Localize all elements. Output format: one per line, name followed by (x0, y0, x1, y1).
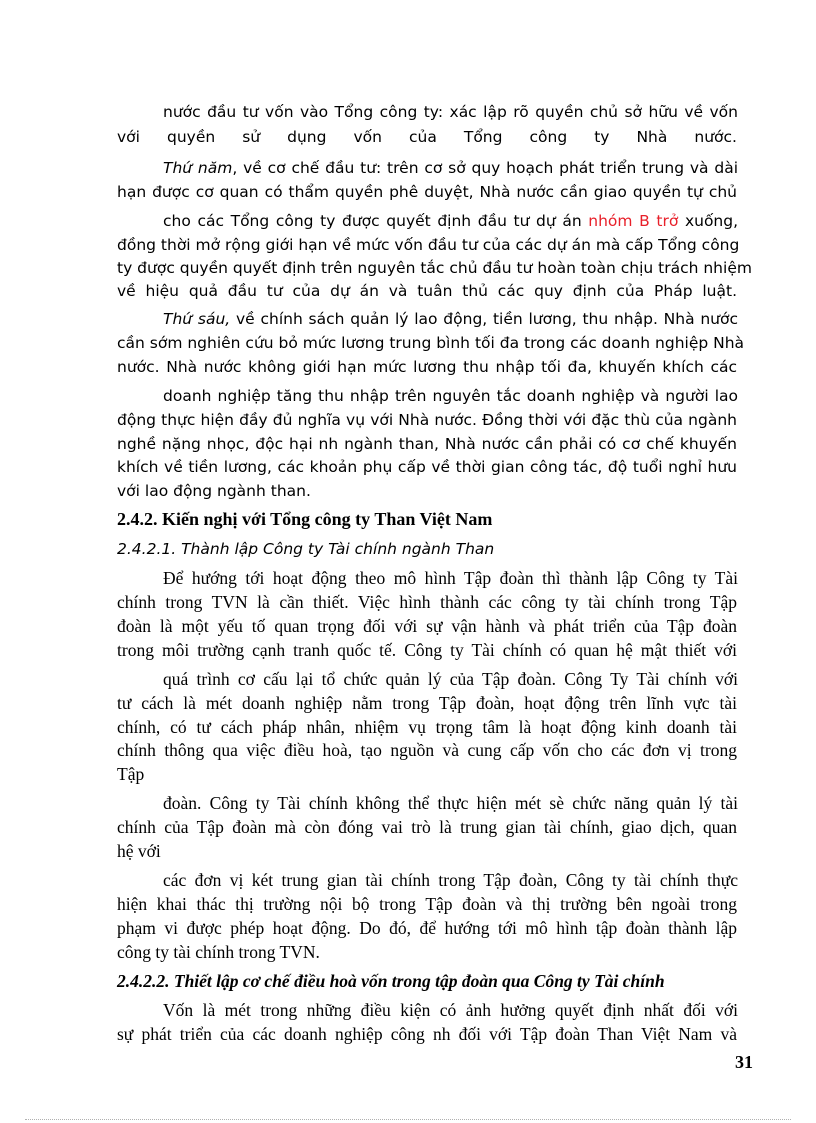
text-run: cho các Tổng công ty được quyết định đầu tư dự án (163, 212, 589, 230)
text-line: sự phát triển của các doanh nghiệp công nh đối với Tập đoàn Than Việt Nam và (117, 1024, 737, 1044)
italic-lead: Thứ năm (163, 159, 233, 177)
text-line: với quyền sử dụng vốn của Tổng công ty Nhà nước. (117, 128, 737, 146)
text-line (163, 156, 738, 180)
text-line: cần sớm nghiên cứu bỏ mức lương trung bình tối đa trong các doanh nghiệp Nhà (117, 334, 745, 352)
text-line: khích về tiền lương, các khoản phụ cấp về thời gian công tác, độ tuổi nghỉ hưu (117, 458, 737, 476)
text-run: , về cơ chế đầu tư: trên cơ sở quy hoạch phát triển trung và dài (232, 159, 738, 177)
text-line: hạn được cơ quan có thẩm quyền phê duyệt, Nhà nước cần giao quyền tự chủ (117, 183, 737, 201)
text-line: Để hướng tới hoạt động theo mô hình Tập đoàn thì thành lập Công ty Tài (163, 568, 738, 588)
text-line (163, 209, 738, 233)
text-line: hệ với (117, 841, 161, 861)
text-line: doanh nghiệp tăng thu nhập trên nguyên tắc doanh nghiệp và người lao (163, 387, 738, 405)
text-line (163, 307, 738, 331)
text-line: tư cách là mét doanh nghiệp nằm trong Tập đoàn, hoạt động trên lĩnh vực tài (117, 693, 737, 713)
text-run: xuống, (678, 212, 739, 230)
highlighted-text: nhóm B trở (588, 212, 679, 230)
text-line: đoàn là một yếu tố quan trọng đối với sự vận hành và phát triển của Tập đoàn (117, 616, 737, 636)
text-line: quá trình cơ cấu lại tổ chức quản lý của Tập đoàn. Công Ty Tài chính với (163, 669, 738, 689)
text-line: nước. Nhà nước không giới hạn mức lương thu nhập tối đa, khuyến khích các (117, 358, 737, 376)
subsection-heading: 2.4.2.1. Thành lập Công ty Tài chính ngành Than (117, 540, 495, 558)
page-bottom-divider (25, 1119, 791, 1120)
section-heading: 2.4.2. Kiến nghị với Tổng công ty Than Việt Nam (117, 509, 493, 529)
text-line: về hiệu quả đầu tư của dự án và tuân thủ các quy định của Pháp luật. (117, 282, 737, 300)
text-line: động thực hiện đầy đủ nghĩa vụ với Nhà nước. Đồng thời với đặc thù của ngành (117, 411, 737, 429)
text-line: đoàn. Công ty Tài chính không thể thực hiện mét sè chức năng quản lý tài (163, 793, 738, 813)
text-run: về chính sách quản lý lao động, tiền lương, thu nhập. Nhà nước (230, 310, 738, 328)
text-line: chính của Tập đoàn mà còn đóng vai trò là trung gian tài chính, giao dịch, quan (117, 817, 737, 837)
text-line: phạm vi được phép hoạt động. Do đó, để hướng tới mô hình tập đoàn thành lập (117, 918, 737, 938)
subsection-heading: 2.4.2.2. Thiết lập cơ chế điều hoà vốn trong tập đoàn qua Công ty Tài chính (117, 971, 665, 991)
text-line: nước đầu tư vốn vào Tổng công ty: xác lập rõ quyền chủ sở hữu về vốn (163, 103, 738, 121)
text-line: chính, có tư cách pháp nhân, nhiệm vụ trọng tâm là hoạt động kinh doanh tài (117, 717, 737, 737)
italic-lead: Thứ sáu, (163, 310, 231, 328)
text-line: ty được quyền quyết định trên nguyên tắc chủ đầu tư hoàn toàn chịu trách nhiệm (117, 259, 752, 277)
text-line: chính trong TVN là cần thiết. Việc hình thành các công ty tài chính trong Tập (117, 592, 737, 612)
text-line: đồng thời mở rộng giới hạn về mức vốn đầu tư của các dự án mà cấp Tổng công (117, 236, 740, 254)
text-line: công ty tài chính trong TVN. (117, 942, 320, 962)
text-line: Vốn là mét trong những điều kiện có ảnh hưởng quyết định nhất đối với (163, 1000, 738, 1020)
text-line: các đơn vị két trung gian tài chính trong Tập đoàn, Công ty tài chính thực (163, 870, 738, 890)
text-line: chính thông qua việc điều hoà, tạo nguồn và cung cấp vốn cho các đơn vị trong (117, 740, 737, 760)
text-line: trong môi trường cạnh tranh quốc tế. Công ty Tài chính có quan hệ mật thiết với (117, 640, 737, 660)
text-line: Tập (117, 764, 145, 784)
text-line: với lao động ngành than. (117, 482, 311, 500)
text-line: nghề nặng nhọc, độc hại nh ngành than, Nhà nước cần phải có cơ chế khuyến (117, 435, 737, 453)
text-line: hiện khai thác thị trường nội bộ trong Tập đoàn và thị trường bên ngoài trong (117, 894, 737, 914)
page-number: 31 (735, 1052, 753, 1072)
